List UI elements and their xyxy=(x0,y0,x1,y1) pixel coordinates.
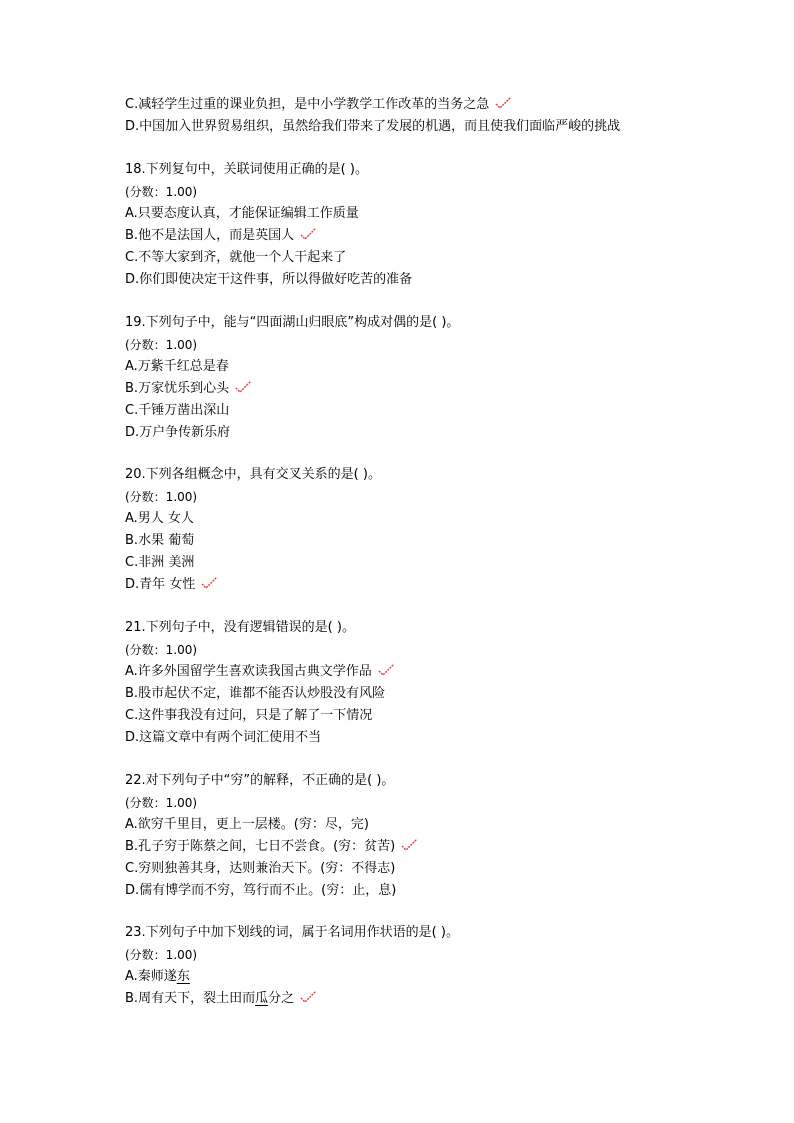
question-title: 20.下列各组概念中，具有交叉关系的是( )。 xyxy=(125,467,381,482)
option-b xyxy=(125,836,745,858)
option-text: 万户争传新乐府 xyxy=(139,425,231,440)
option-letter: A. xyxy=(125,817,138,832)
option-text: 这件事我没有过问，只是了解了一下情况 xyxy=(138,708,373,723)
option-d xyxy=(125,422,745,444)
correct-check-icon xyxy=(235,379,253,395)
option-letter: A. xyxy=(125,511,138,526)
option-d xyxy=(125,574,745,596)
option-c xyxy=(125,400,745,422)
option-text: 万家忧乐到心头 xyxy=(138,381,230,396)
option-letter: D. xyxy=(125,730,140,745)
option-text-after: 分之 xyxy=(268,991,295,1006)
option-c xyxy=(125,94,745,116)
option-a xyxy=(125,508,745,530)
option-text: 非洲 美洲 xyxy=(138,555,195,570)
option-letter: A. xyxy=(125,206,138,221)
option-c xyxy=(125,247,745,269)
option-letter: A. xyxy=(125,969,138,984)
option-text: 欲穷千里目，更上一层楼。(穷：尽，完) xyxy=(137,817,369,832)
option-b xyxy=(125,530,745,552)
option-c xyxy=(125,552,745,574)
option-letter: B. xyxy=(125,381,139,396)
option-text: 只要态度认真，才能保证编辑工作质量 xyxy=(137,206,359,221)
option-letter: B. xyxy=(125,228,139,243)
option-b xyxy=(125,988,745,1010)
option-a xyxy=(125,203,745,225)
option-letter: C. xyxy=(125,97,139,112)
option-letter: C. xyxy=(125,250,139,265)
question-21 xyxy=(125,617,745,749)
option-b xyxy=(125,225,745,247)
option-text: 千锤万凿出深山 xyxy=(138,403,230,418)
question-title: 22.对下列句子中“穷”的解释，不正确的是( )。 xyxy=(125,773,395,788)
option-letter: C. xyxy=(125,708,139,723)
option-letter: B. xyxy=(125,686,139,701)
option-text: 减轻学生过重的课业负担，是中小学教学工作改革的当务之急 xyxy=(138,97,490,112)
option-d xyxy=(125,116,745,138)
option-letter: D. xyxy=(125,272,140,287)
option-text: 这篇文章中有两个词汇使用不当 xyxy=(139,730,322,745)
option-d xyxy=(125,880,745,902)
option-text: 万紫千红总是春 xyxy=(137,359,229,374)
option-letter: B. xyxy=(125,839,139,854)
question-score: (分数：1.00) xyxy=(125,490,198,504)
option-letter: D. xyxy=(125,577,140,592)
option-text: 不等大家到齐，就他一个人干起来了 xyxy=(138,250,347,265)
option-text: 股市起伏不定，谁都不能否认炒股没有风险 xyxy=(138,686,386,701)
option-text: 穷则独善其身，达则兼治天下。(穷：不得志) xyxy=(138,861,396,876)
option-letter: D. xyxy=(125,883,140,898)
option-a xyxy=(125,814,745,836)
option-c xyxy=(125,858,745,880)
option-letter: C. xyxy=(125,403,139,418)
option-b xyxy=(125,683,745,705)
option-letter: C. xyxy=(125,861,139,876)
option-letter: B. xyxy=(125,533,139,548)
option-d xyxy=(125,727,745,749)
question-19 xyxy=(125,312,745,444)
option-c xyxy=(125,705,745,727)
question-18 xyxy=(125,159,745,291)
underlined-word: 东 xyxy=(176,969,190,984)
option-a xyxy=(125,356,745,378)
option-text: 青年 女性 xyxy=(139,577,196,592)
option-text: 周有天下，裂土田而 xyxy=(138,991,256,1006)
correct-check-icon xyxy=(378,662,396,678)
option-text: 水果 葡萄 xyxy=(138,533,195,548)
option-text: 秦师遂 xyxy=(137,969,177,984)
option-letter: D. xyxy=(125,425,140,440)
question-20 xyxy=(125,464,745,596)
option-a xyxy=(125,661,745,683)
option-d xyxy=(125,269,745,291)
question-title: 19.下列句子中，能与“四面湖山归眼底”构成对偶的是( )。 xyxy=(125,315,460,330)
question-22 xyxy=(125,770,745,902)
option-text: 中国加入世界贸易组织，虽然给我们带来了发展的机遇，而且使我们面临严峻的挑战 xyxy=(139,119,621,134)
correct-check-icon xyxy=(401,837,419,853)
option-a xyxy=(125,966,745,988)
correct-check-icon xyxy=(495,95,513,111)
option-letter: D. xyxy=(125,119,140,134)
question-score: (分数：1.00) xyxy=(125,948,198,962)
option-text: 许多外国留学生喜欢读我国古典文学作品 xyxy=(137,664,372,679)
option-letter: A. xyxy=(125,359,138,374)
question-score: (分数：1.00) xyxy=(125,185,198,199)
option-text: 他不是法国人，而是英国人 xyxy=(138,228,295,243)
prev-question-options xyxy=(125,94,745,138)
question-score: (分数：1.00) xyxy=(125,796,198,810)
question-title: 21.下列句子中，没有逻辑错误的是( )。 xyxy=(125,620,355,635)
option-b xyxy=(125,378,745,400)
correct-check-icon xyxy=(300,989,318,1005)
option-letter: B. xyxy=(125,991,139,1006)
option-text: 孔子穷于陈蔡之间，七日不尝食。(穷：贫苦) xyxy=(138,839,396,854)
question-score: (分数：1.00) xyxy=(125,338,198,352)
question-title: 18.下列复句中，关联词使用正确的是( )。 xyxy=(125,162,368,177)
option-text: 儒有博学而不穷，笃行而不止。(穷：止，息) xyxy=(139,883,397,898)
option-text: 男人 女人 xyxy=(137,511,194,526)
option-letter: A. xyxy=(125,664,138,679)
option-text: 你们即使决定干这件事，所以得做好吃苦的准备 xyxy=(139,272,413,287)
option-letter: C. xyxy=(125,555,139,570)
correct-check-icon xyxy=(201,575,219,591)
question-score: (分数：1.00) xyxy=(125,643,198,657)
correct-check-icon xyxy=(300,226,318,242)
question-title: 23.下列句子中加下划线的词，属于名词用作状语的是( )。 xyxy=(125,925,459,940)
question-23 xyxy=(125,922,745,1010)
underlined-word: 瓜 xyxy=(255,991,269,1006)
